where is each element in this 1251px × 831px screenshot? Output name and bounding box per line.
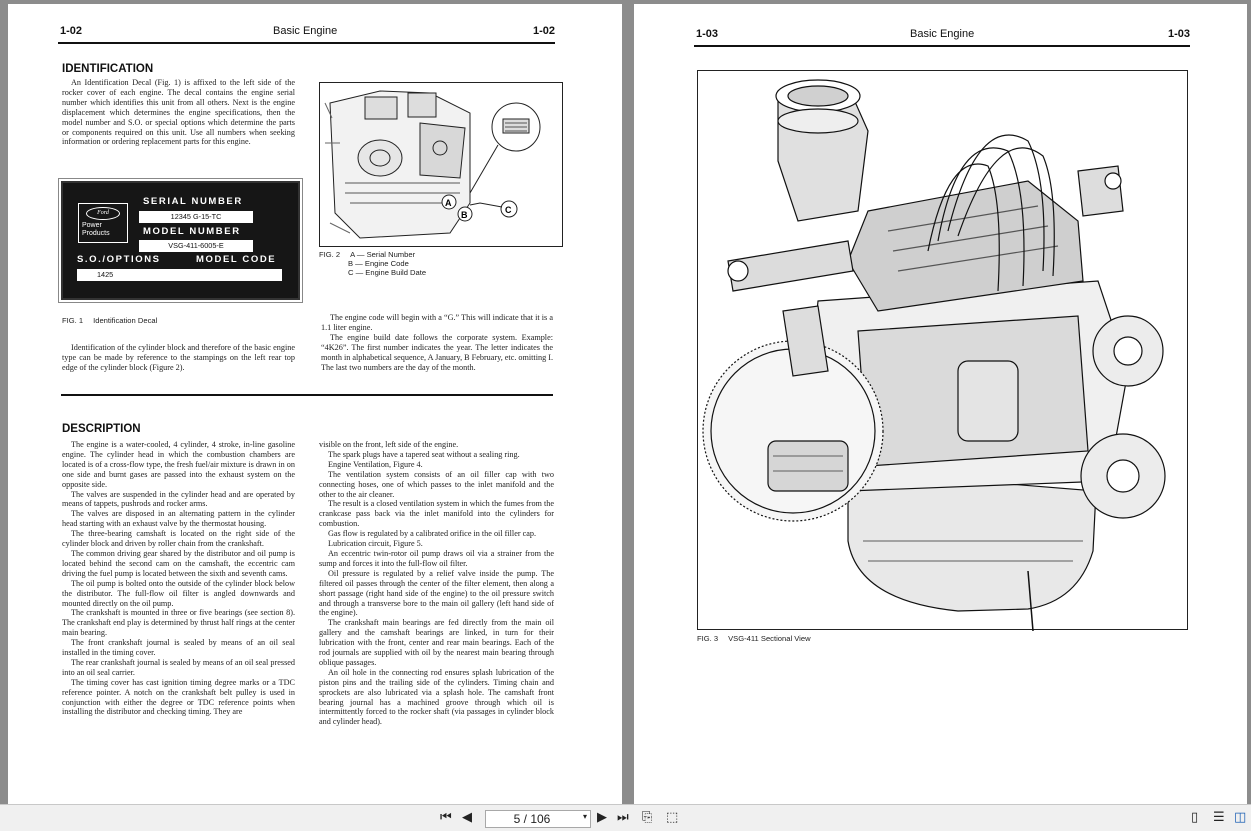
fig3-caption: FIG. 3 VSG-411 Sectional View bbox=[697, 634, 811, 643]
ident-para-left: Identification of the cylinder block and therefore of the basic engine type can be made by reference to the stampings on the left rear top edge of the cylinder block (Figure 2). bbox=[62, 343, 295, 372]
last-page-icon[interactable]: ⏭ bbox=[617, 810, 629, 825]
identification-text: An Identification Decal (Fig. 1) is affixed to the left side of the rocker cover of each engine. The decal contains the engine serial number which identifies this unit from all others. Next is the engine displacement which determines the engine specifications, then the model number and S.O. or special options which determine the parts or components required on this unit. Use all numbers when seeking information or ordering replacement parts for this engine. bbox=[62, 78, 295, 147]
description-col1: The engine is a water-cooled, 4 cylinder, 4 stroke, in-line gasoline engine. The cylinder head in which the combustion chambers are located is of a cross-flow type, the fresh fuel/air mixture is drawn in on one side and burnt gases are passed into the exhaust system on the opposite side. The valves are suspended in the cylinder head and are operated by means of tappets, pushrods and rocker arms. The valves are disposed in an alternating pattern in the cylinder head starting with an exhaust valve by the thermostat housing. The three-bearing camshaft is located on the right side of the cylinder block and driven by roller chain from the crankshaft. The common driving gear shared by the distributor and oil pump is located behind the second cam on the camshaft, the eccentric cam driving the fuel pump is located between the sixth and seventh cams. The oil pump is bolted onto the outside of the cylinder block below the distributor. The full-flow oil filter is angled downwards and mounted directly on the oil pump. The crankshaft is mounted in three or five bearings (see section 8). The crankshaft end play is determined by thrust half rings at the center main bearing. The front crankshaft journal is sealed by means of an oil seal installed in the timing cover. The rear crankshaft journal is sealed by means of an oil seal pressed into an oil seal carrier. The timing cover has cast ignition timing degree marks or a TDC reference pointer. A notch on the crankshaft belt pulley is used in conjunction with either the degree or TDC reference points when installing the distributor and checking timing. They are bbox=[62, 440, 295, 717]
fig3-sectional-view bbox=[697, 70, 1188, 630]
callout-c: C bbox=[505, 205, 512, 215]
fig2-caption: FIG. 2 A — Serial Number B — Engine Code C — Engine Build Date bbox=[319, 250, 427, 277]
so-options-value: 1425 bbox=[77, 269, 282, 281]
page-indicator: 5 / 106 bbox=[513, 812, 551, 826]
serial-number-label: SERIAL NUMBER bbox=[143, 196, 243, 207]
facing-pages-view-icon[interactable]: ◫ bbox=[1234, 810, 1247, 825]
page-number-left: 1-03 bbox=[696, 28, 719, 40]
page-title: Basic Engine bbox=[273, 25, 338, 37]
page-right bbox=[634, 4, 1247, 804]
single-page-view-icon[interactable]: ▯ bbox=[1191, 810, 1199, 825]
so-options-label: S.O./OPTIONS bbox=[77, 254, 161, 265]
rotate-icon[interactable]: ⬚ bbox=[666, 810, 679, 825]
engine-sectional-drawing bbox=[698, 71, 1189, 631]
next-page-icon[interactable]: ▶ bbox=[597, 810, 607, 825]
callout-b: B bbox=[461, 210, 468, 220]
page-left bbox=[8, 4, 622, 804]
viewer-toolbar bbox=[0, 804, 1251, 831]
description-col2: visible on the front, left side of the engine. The spark plugs have a tapered seat without a sealing ring. Engine Ventilation, Figure 4. The ventilation system consists of an oil filler cap with two connecting hoses, one of which passes to the inlet manifold and the other to the air cleaner. The result is a closed ventilation system in which the fumes from the crankcase pass back via the inlet manifold into the cylinders for combustion. Gas flow is regulated by a calibrated orifice in the oil filler cap. Lubrication circuit, Figure 5. An eccentric twin-rotor oil pump draws oil via a strainer from the sump and forces it into the full-flow oil filter. Oil pressure is regulated by a relief valve inside the pump. The filtered oil passes through the center of the filter element, then along a short passage (right hand side of the engine) to the oil pressure switch and through a transverse bore to the main oil gallery (left hand side of the engine). The crankshaft main bearings are fed directly from the main oil gallery and the camshaft bearings are linked, in turn for their lubrication with the front, center and rear main bearings. Each of the rod journals are supplied with oil by the nearest main bearing through oblique passages. An oil hole in the connecting rod ensures splash lubrication of the piston pins and the trailing side of the cylinders. Timing chain and sprockets are also lubricated via a splash hole. The camshaft front bearing journal has a machined groove through which oil is intermittently forced to the rocker shaft (via passages in cylinder block and cylinder head). bbox=[319, 440, 554, 727]
page-number-right: 1-03 bbox=[1168, 28, 1191, 40]
first-page-icon[interactable]: ⏮ bbox=[440, 810, 452, 825]
header-rule bbox=[58, 42, 555, 44]
fit-page-icon[interactable]: ⎘ bbox=[642, 810, 653, 825]
ident-para-right: The engine code will begin with a “G.” This will indicate that it is a 1.1 liter engine. The engine build date follows the corporate system. Example: “4K26”. The first number indicates the year. The letter indicates the month in alphabetical sequence, A January, B February, etc. omitting I. The last two numbers are the day of the month. bbox=[321, 313, 553, 372]
prev-page-icon[interactable]: ◀ bbox=[462, 810, 472, 825]
header-rule bbox=[694, 45, 1190, 47]
identification-heading: IDENTIFICATION bbox=[62, 63, 154, 75]
engine-block-drawing bbox=[320, 83, 564, 248]
identification-decal bbox=[61, 181, 300, 300]
model-number-label: MODEL NUMBER bbox=[143, 226, 241, 237]
page-number-left: 1-02 bbox=[60, 25, 83, 37]
callout-a: A bbox=[445, 198, 452, 208]
chevron-down-icon[interactable]: ▾ bbox=[582, 812, 587, 821]
ford-logo: Ford Power Products bbox=[78, 203, 128, 243]
section-divider bbox=[61, 394, 553, 396]
model-code-label: MODEL CODE bbox=[196, 254, 277, 265]
serial-number-value: 12345 G-15-TC bbox=[139, 211, 253, 223]
fig1-caption: FIG. 1 Identification Decal bbox=[62, 316, 158, 325]
description-heading: DESCRIPTION bbox=[62, 423, 141, 435]
page-number-field[interactable] bbox=[485, 810, 591, 828]
page-title: Basic Engine bbox=[910, 28, 975, 40]
page-number-right: 1-02 bbox=[533, 25, 556, 37]
continuous-view-icon[interactable]: ☰ bbox=[1213, 810, 1225, 825]
model-number-value: VSG-411-6005-E bbox=[139, 240, 253, 252]
fig2-illustration bbox=[319, 82, 563, 247]
